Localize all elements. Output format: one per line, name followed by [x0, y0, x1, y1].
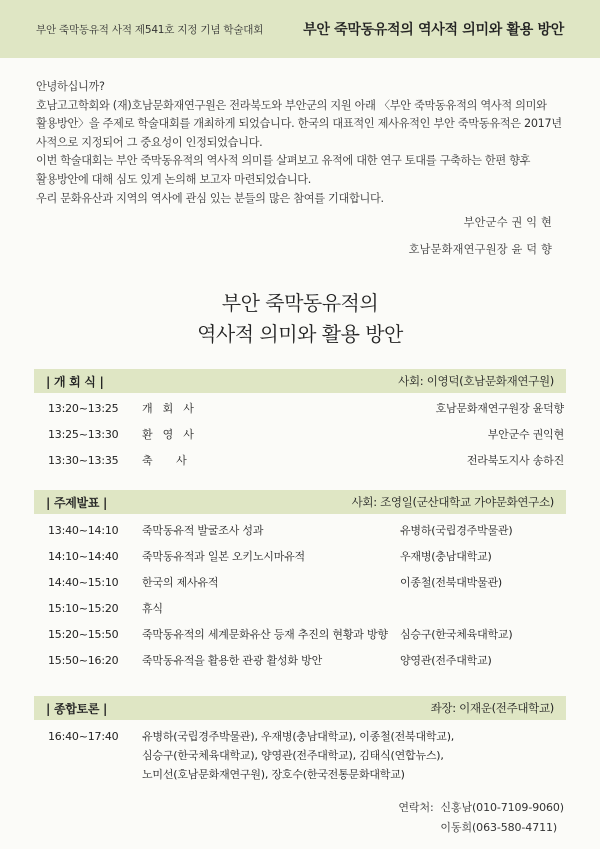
row-title: 죽막동유적 발굴조사 성과 — [142, 524, 264, 537]
schedule-row — [48, 520, 564, 540]
greeting-line: 우리 문화유산과 지역의 역사에 관심 있는 분들의 많은 참여를 기대합니다. — [36, 191, 384, 205]
schedule-row — [48, 546, 564, 566]
row-speaker: 부안군수 권익현 — [487, 428, 564, 441]
greeting-line: 이번 학술대회는 부안 죽막동유적의 역사적 의미를 살펴보고 유적에 대한 연구 토대를 구축하는 한편 향후 — [36, 154, 531, 168]
row-title: 환영사 — [142, 428, 204, 441]
schedule-row — [48, 598, 564, 618]
section-host: 사회: 조영일(군산대학교 가야문화연구소) — [351, 495, 554, 509]
row-time: 15:20~15:50 — [48, 627, 119, 641]
signature-governor: 부안군수 권 익 현 — [463, 216, 552, 229]
row-title: 축 사 — [142, 454, 197, 467]
row-title: 개회사 — [142, 402, 204, 415]
contact-line: 신홍남(010-7109-9060) — [440, 801, 564, 814]
greeting-line: 활용방안〉을 주제로 학술대회를 개최하게 되었습니다. 한국의 대표적인 제사유적인 부안 죽막동유적은 2017년 — [36, 117, 562, 131]
panel-line: 심승구(한국체육대학교), 양영관(전주대학교), 김태식(연합뉴스), — [142, 748, 444, 762]
panel-line: 노미선(호남문화재연구원), 장호수(한국전통문화대학교) — [142, 767, 405, 781]
row-speaker: 양영관(전주대학교) — [400, 654, 492, 667]
section-chair: 좌장: 이재운(전주대학교) — [430, 701, 554, 715]
contact-line: 이동희(063-580-4711) — [440, 821, 558, 834]
row-speaker: 심승구(한국체육대학교) — [400, 628, 513, 641]
schedule-row — [48, 624, 564, 644]
row-time: 14:40~15:10 — [48, 575, 119, 589]
contact-label: 연락처: — [398, 801, 434, 814]
row-time: 15:50~16:20 — [48, 653, 119, 667]
event-title: 부안 죽막동유적의 역사적 의미와 활용 방안 — [303, 22, 564, 38]
section-host: 사회: 이영덕(호남문화재연구원) — [398, 374, 554, 388]
greeting-line: 안녕하십니까? — [36, 80, 105, 93]
row-time: 13:20~13:25 — [48, 401, 119, 415]
row-title: 죽막동유적과 일본 오키노시마유적 — [142, 550, 305, 563]
row-time: 13:40~14:10 — [48, 523, 119, 537]
row-speaker: 이종철(전북대박물관) — [400, 576, 503, 589]
schedule-row — [48, 424, 564, 444]
row-speaker: 유병하(국립경주박물관) — [400, 524, 513, 537]
row-title: 한국의 제사유적 — [142, 576, 219, 589]
row-time: 14:10~14:40 — [48, 549, 119, 563]
schedule-row — [48, 450, 564, 470]
row-speaker: 전라북도지사 송하진 — [466, 454, 564, 467]
section-discussion — [34, 696, 566, 720]
row-speaker: 우재병(충남대학교) — [400, 550, 492, 563]
program-title-line2: 역사적 의미와 활용 방안 — [197, 322, 403, 346]
row-speaker: 호남문화재연구원장 윤덕향 — [435, 402, 564, 415]
greeting-line: 사적으로 지정되어 그 중요성이 인정되었습니다. — [36, 135, 263, 149]
row-title: 휴식 — [142, 602, 163, 615]
row-time: 15:10~15:20 — [48, 601, 119, 615]
event-subtitle: 부안 죽막동유적 사적 제541호 지정 기념 학술대회 — [36, 23, 264, 36]
contact-info — [398, 798, 564, 838]
row-title: 죽막동유적을 활용한 관광 활성화 방안 — [142, 654, 323, 667]
greeting-message — [36, 78, 576, 208]
program-title-line1: 부안 죽막동유적의 — [221, 291, 379, 315]
section-presentations — [34, 490, 566, 514]
schedule-row — [48, 398, 564, 418]
section-label: | 개 회 식 | — [46, 374, 104, 389]
schedule-row — [48, 572, 564, 592]
section-label: | 주제발표 | — [46, 495, 108, 510]
row-time: 13:25~13:30 — [48, 427, 119, 441]
discussion-time: 16:40~17:40 — [48, 730, 119, 743]
row-title: 죽막동유적의 세계문화유산 등재 추진의 현황과 방향 — [142, 628, 388, 641]
signature-institute-director: 호남문화재연구원장 윤 덕 향 — [408, 243, 552, 256]
header-banner — [0, 0, 600, 58]
greeting-line: 호남고고학회와 (재)호남문화재연구원은 전라북도와 부안군의 지원 아래 〈부안 죽막동유적의 역사적 의미와 — [36, 98, 547, 112]
section-opening — [34, 369, 566, 393]
program-title — [0, 288, 600, 350]
row-time: 13:30~13:35 — [48, 453, 119, 467]
greeting-line: 활용방안에 대해 심도 있게 논의해 보고자 마련되었습니다. — [36, 172, 311, 186]
schedule-row — [48, 650, 564, 670]
panel-line: 유병하(국립경주박물관), 우재병(충남대학교), 이종철(전북대학교), — [142, 730, 455, 743]
discussion-panel — [142, 728, 542, 784]
section-label: | 종합토론 | — [46, 701, 108, 716]
